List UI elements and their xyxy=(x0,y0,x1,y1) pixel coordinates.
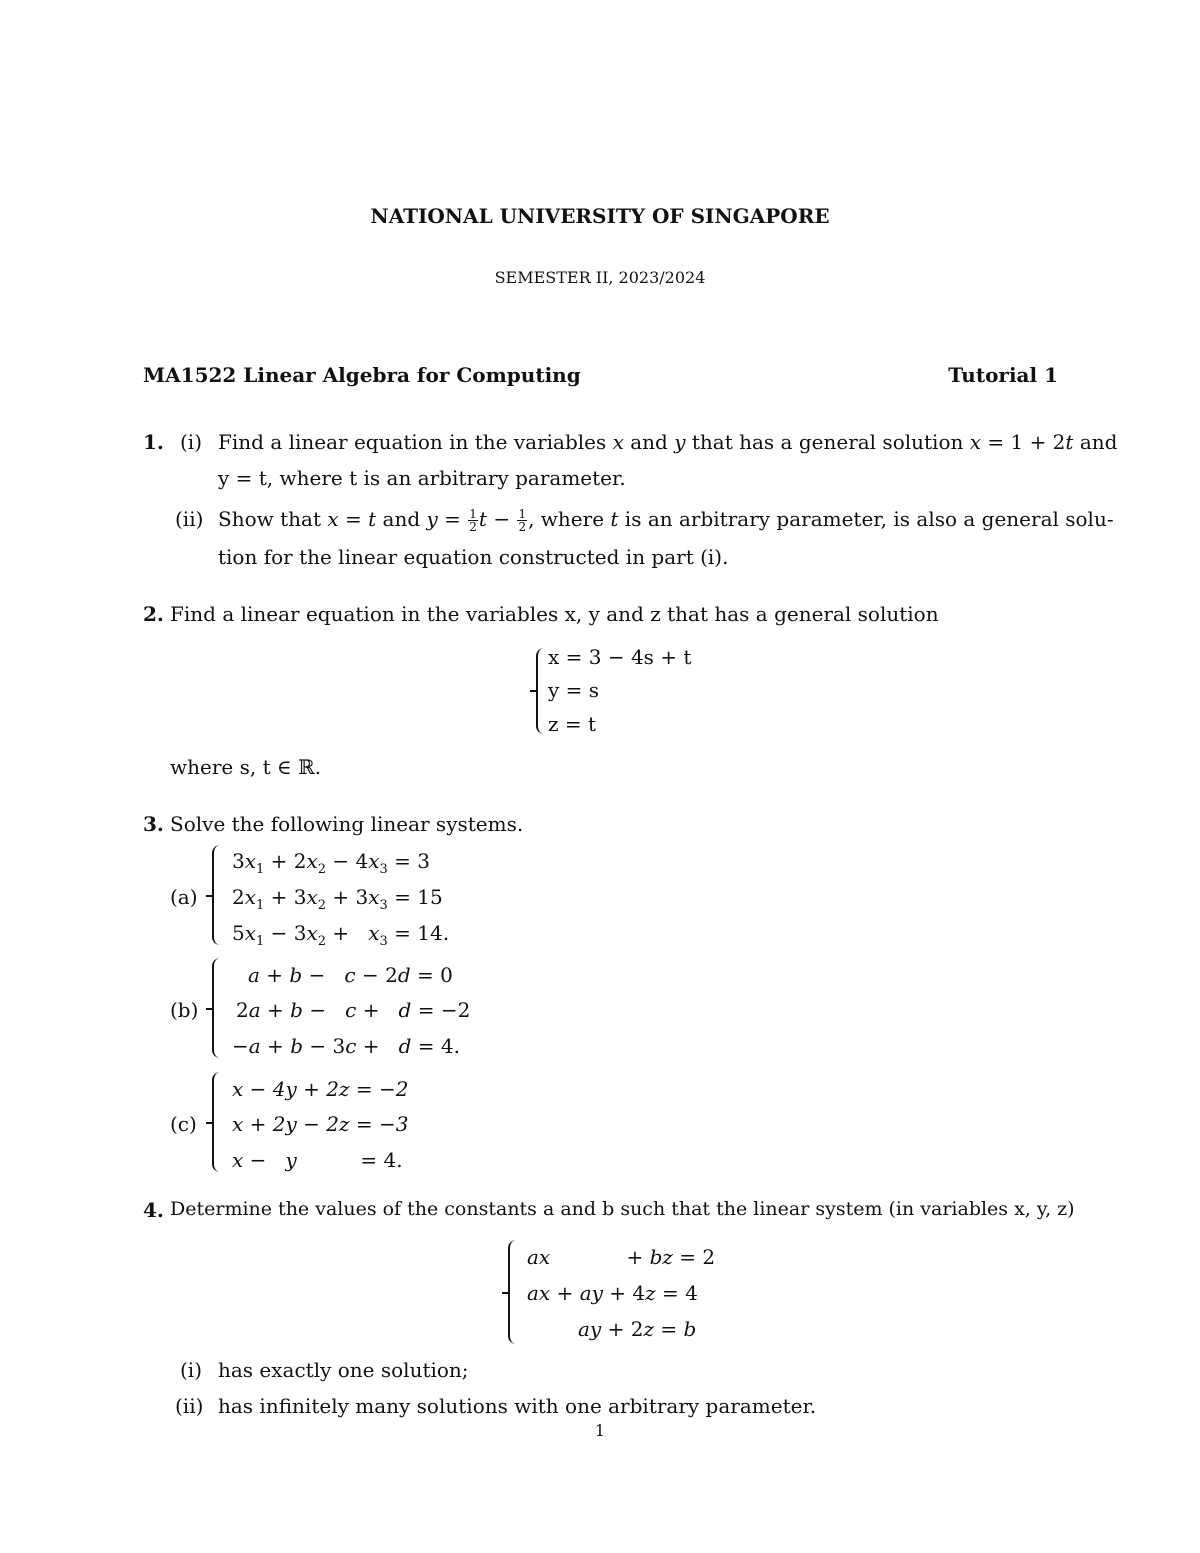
q1-line4: tion for the linear equation constructed in part (i). xyxy=(218,545,729,569)
university-title: NATIONAL UNIVERSITY OF SINGAPORE xyxy=(370,204,830,228)
q3a-brace-notch xyxy=(206,895,212,897)
q1-line2: y = t, where t is an arbitrary parameter. xyxy=(218,466,626,490)
q3a-eq-3: $5x_1 - 3x_2 + x_3 = 14$. xyxy=(232,921,450,949)
q3b-brace-notch xyxy=(206,1008,212,1010)
q3c-eq-2: x + 2y − 2z = −3 xyxy=(232,1112,409,1136)
q1-part-i-label: (i) xyxy=(180,430,203,454)
page-number: 1 xyxy=(594,1421,606,1440)
q2-brace xyxy=(536,648,546,734)
course-title: MA1522 Linear Algebra for Computing xyxy=(143,363,581,387)
q3c-label: (c) xyxy=(170,1112,197,1136)
q4-i-text: has exactly one solution; xyxy=(218,1358,469,1382)
q2-sys-1: x = 3 − 4s + t xyxy=(548,645,692,669)
q2-number: 2. xyxy=(143,602,164,626)
q2-text: Find a linear equation in the variables x, y and z that has a general solution xyxy=(170,602,939,626)
q1-part-ii-text: Show that x = t and y = $\frac{1}{2}$ t − $\frac{1}{2}$ , where t is an arbitrary parameter, is also a general solu- xyxy=(218,507,1114,534)
semester-label: SEMESTER II, 2023/2024 xyxy=(494,268,706,287)
q3-text: Solve the following linear systems. xyxy=(170,812,524,836)
q1-part-i-text: Find a linear equation in the variables x and y that has a general solution x = 1 + 2t and xyxy=(218,430,1118,454)
q4-ii-text: has infinitely many solutions with one arbitrary parameter. xyxy=(218,1394,817,1418)
q2-brace-notch xyxy=(530,690,536,692)
q3c-eq-3: x − y = 4. xyxy=(232,1148,403,1172)
q3b-brace xyxy=(212,958,222,1058)
q3b-eq-2: 2a + b − c + d = −2 xyxy=(236,998,471,1022)
q3c-eq-1: x − 4y + 2z = −2 xyxy=(232,1077,409,1101)
q2-sys-2: y = s xyxy=(548,678,600,702)
q4-text: Determine the values of the constants a and b such that the linear system (in variables x, y, z) xyxy=(170,1198,1075,1220)
q4-brace xyxy=(508,1240,518,1344)
q4-eq-2: ax + ay + 4z = 4 xyxy=(527,1281,698,1305)
q3c-brace-notch xyxy=(206,1122,212,1124)
q4-i-label: (i) xyxy=(180,1358,203,1382)
q3b-label: (b) xyxy=(170,998,199,1022)
q4-eq-1: ax + bz = 2 xyxy=(527,1245,716,1269)
q1-number: 1. xyxy=(143,430,164,454)
q3a-label: (a) xyxy=(170,885,198,909)
q4-brace-notch xyxy=(502,1292,508,1294)
q3b-eq-1: a + b − c − 2d = 0 xyxy=(248,963,453,987)
q3-number: 3. xyxy=(143,812,164,836)
q2-sys-3: z = t xyxy=(548,712,597,736)
tutorial-label: Tutorial 1 xyxy=(948,363,1058,387)
q4-number: 4. xyxy=(143,1198,164,1222)
q4-ii-label: (ii) xyxy=(175,1394,204,1418)
q3a-eq-1: $3x_1 + 2x_2 - 4x_3 = 3$ xyxy=(232,849,431,877)
q2-where: where s, t ∈ ℝ. xyxy=(170,755,322,779)
q3c-brace xyxy=(212,1072,222,1172)
q4-eq-3: ay + 2z = b xyxy=(578,1317,697,1341)
q1-part-ii-label: (ii) xyxy=(175,507,204,531)
q3b-eq-3: −a + b − 3c + d = 4. xyxy=(232,1034,460,1058)
q3a-eq-2: $2x_1 + 3x_2 + 3x_3 = 15$ xyxy=(232,885,443,913)
q3a-brace xyxy=(212,845,222,945)
